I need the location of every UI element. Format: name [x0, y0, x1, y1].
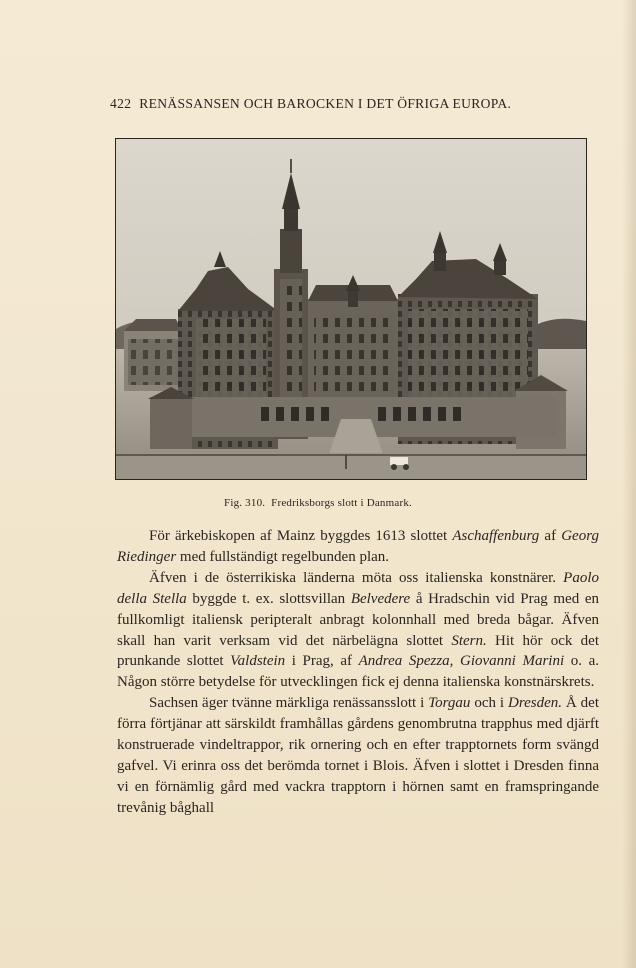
italic-name: Torgau	[428, 695, 471, 712]
running-title: RENÄSSANSEN OCH BAROCKEN I DET ÖFRIGA EUROPA.	[139, 96, 512, 111]
text-run: Hit hör ock det prunkande slottet	[117, 632, 599, 670]
text-run: af	[539, 528, 562, 544]
figure-caption	[0, 497, 636, 509]
text-run: med fullständigt regelbunden plan.	[176, 548, 390, 565]
text-run: Sachsen äger tvänne märkliga renässansslott i	[149, 695, 429, 712]
text-run: och i	[470, 695, 508, 712]
italic-name: Andrea Spezza, Giovanni Marini	[358, 653, 565, 670]
italic-name: Dresden.	[507, 695, 563, 712]
body-text	[117, 526, 599, 819]
text-run: byggde t. ex. slottsvillan	[186, 590, 351, 607]
castle-photograph	[115, 138, 587, 480]
figure-number: Fig. 310.	[224, 497, 266, 509]
paragraph	[117, 526, 599, 568]
text-run: Äfven i de österrikiska länderna möta oss italienska konstnärer.	[149, 569, 564, 586]
page-number: 422	[110, 96, 132, 111]
text-run: För ärkebiskopen af Mainz byggdes 1613 slottet	[149, 528, 453, 544]
italic-name: Paolo della Stella	[117, 569, 599, 607]
running-head	[110, 96, 570, 112]
figure-caption-text: Fredriksborgs slott i Danmark.	[271, 497, 412, 509]
text-run: Å det förra förtjänar att särskildt framhållas gårdens genombrutna trapphus med djärft konstruerade vindeltrappor, rik ornering och en efter trapptornets form svängd gafvel. Vi erinra oss det berömda tornet i Blois. Äfven i slottet i Dresden finna vi en förnämlig gård med vackra trapptorn i hörnen samt en framspringande trevånig båghall	[117, 695, 599, 816]
italic-name: Stern.	[451, 632, 487, 649]
italic-name: Valdstein	[230, 653, 286, 670]
text-run: i Prag, af	[285, 653, 359, 670]
paragraph	[117, 568, 599, 693]
italic-name: Aschaffenburg	[452, 528, 540, 544]
italic-name: Georg Riedinger	[117, 528, 599, 565]
page-edge-shadow	[622, 0, 636, 968]
paragraph	[117, 693, 599, 818]
text-run: å Hradschin vid Prag med en fullkomligt italiensk peripteralt anbragt kolonnhall med breda bågar. Äfven skall han varit verksam vid det närbelägna slottet	[117, 590, 599, 649]
text-run: o. a. Någon större betydelse för utvecklingen fick ej denna italienska konstnärskrets.	[117, 653, 599, 691]
italic-name: Belvedere	[350, 590, 411, 607]
